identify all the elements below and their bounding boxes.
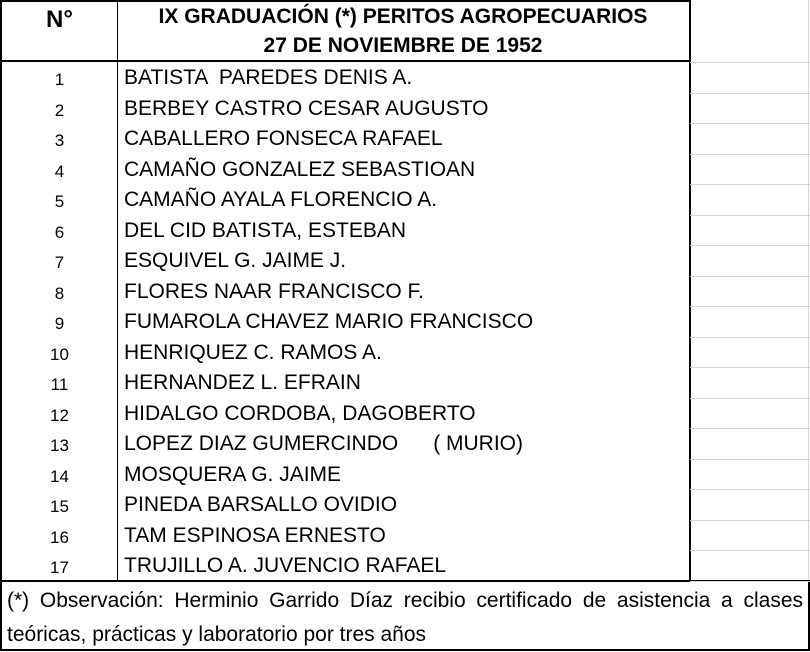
row-name-cell[interactable]: MOSQUERA G. JAIME — [118, 459, 691, 490]
row-number-cell[interactable]: 2 — [0, 93, 118, 124]
header-number-cell[interactable] — [0, 0, 118, 62]
table-row — [0, 245, 691, 276]
footnote-text: (*) Observación: Herminio Garrido Díaz recibio certificado de asistencia a clases teóricas, prácticas y laboratorio por tres años — [7, 589, 803, 646]
row-number-cell[interactable]: 9 — [0, 306, 118, 337]
table-row — [0, 215, 691, 246]
row-name-cell[interactable]: BATISTA PAREDES DENIS A. — [118, 62, 691, 93]
row-number-cell[interactable]: 7 — [0, 245, 118, 276]
title-line-1: IX GRADUACIÓN (*) PERITOS AGROPECUARIOS — [158, 5, 648, 28]
gridline — [690, 215, 810, 216]
row-name-cell[interactable]: BERBEY CASTRO CESAR AUGUSTO — [118, 93, 691, 124]
gridline — [690, 184, 810, 185]
table-row — [0, 93, 691, 124]
row-name-cell[interactable]: FUMAROLA CHAVEZ MARIO FRANCISCO — [118, 306, 691, 337]
table-row — [0, 367, 691, 398]
gridline — [690, 154, 810, 155]
row-number-cell[interactable]: 17 — [0, 550, 118, 581]
gridline — [690, 398, 810, 399]
gridline — [690, 489, 810, 490]
row-name-cell[interactable]: TAM ESPINOSA ERNESTO — [118, 520, 691, 551]
table-row — [0, 459, 691, 490]
gridline — [690, 306, 810, 307]
gridline — [690, 337, 810, 338]
table-row — [0, 428, 691, 459]
row-name-cell[interactable]: TRUJILLO A. JUVENCIO RAFAEL — [118, 550, 691, 581]
footnote-cell[interactable] — [0, 580, 810, 651]
row-name-cell[interactable]: PINEDA BARSALLO OVIDIO — [118, 489, 691, 520]
gridline — [690, 245, 810, 246]
row-number-cell[interactable]: 6 — [0, 215, 118, 246]
row-number-cell[interactable]: 16 — [0, 520, 118, 551]
gridline — [690, 62, 810, 63]
graduates-list — [0, 62, 691, 581]
gridline — [808, 0, 809, 580]
row-number-cell[interactable]: 15 — [0, 489, 118, 520]
gridline — [690, 550, 810, 551]
row-number-cell[interactable]: 1 — [0, 62, 118, 93]
header-number-label: N° — [46, 6, 73, 33]
gridline — [690, 581, 810, 582]
row-number-cell[interactable]: 12 — [0, 398, 118, 429]
gridline — [690, 428, 810, 429]
table-row — [0, 184, 691, 215]
table-row — [0, 62, 691, 93]
row-name-cell[interactable]: ESQUIVEL G. JAIME J. — [118, 245, 691, 276]
table-row — [0, 337, 691, 368]
row-number-cell[interactable]: 10 — [0, 337, 118, 368]
table-row — [0, 276, 691, 307]
gridline — [690, 93, 810, 94]
row-name-cell[interactable]: HIDALGO CORDOBA, DAGOBERTO — [118, 398, 691, 429]
table-row — [0, 520, 691, 551]
row-number-cell[interactable]: 14 — [0, 459, 118, 490]
header-title-cell[interactable] — [117, 0, 691, 62]
title-line-2: 27 DE NOVIEMBRE DE 1952 — [263, 34, 543, 57]
row-number-cell[interactable]: 4 — [0, 154, 118, 185]
table-row — [0, 306, 691, 337]
gridline — [690, 520, 810, 521]
row-name-cell[interactable]: HENRIQUEZ C. RAMOS A. — [118, 337, 691, 368]
row-number-cell[interactable]: 11 — [0, 367, 118, 398]
row-number-cell[interactable]: 5 — [0, 184, 118, 215]
gridline — [690, 276, 810, 277]
table-row — [0, 550, 691, 581]
row-name-cell[interactable]: CAMAÑO GONZALEZ SEBASTIOAN — [118, 154, 691, 185]
gridline — [690, 123, 810, 124]
gridline — [690, 459, 810, 460]
row-number-cell[interactable]: 13 — [0, 428, 118, 459]
row-name-cell[interactable]: FLORES NAAR FRANCISCO F. — [118, 276, 691, 307]
row-name-cell[interactable]: HERNANDEZ L. EFRAIN — [118, 367, 691, 398]
row-name-cell[interactable]: LOPEZ DIAZ GUMERCINDO ( MURIO) — [118, 428, 691, 459]
table-row — [0, 489, 691, 520]
row-number-cell[interactable]: 8 — [0, 276, 118, 307]
table-row — [0, 154, 691, 185]
table-row — [0, 123, 691, 154]
row-number-cell[interactable]: 3 — [0, 123, 118, 154]
row-name-cell[interactable]: CAMAÑO AYALA FLORENCIO A. — [118, 184, 691, 215]
table-row — [0, 398, 691, 429]
row-name-cell[interactable]: DEL CID BATISTA, ESTEBAN — [118, 215, 691, 246]
gridline — [690, 367, 810, 368]
row-name-cell[interactable]: CABALLERO FONSECA RAFAEL — [118, 123, 691, 154]
